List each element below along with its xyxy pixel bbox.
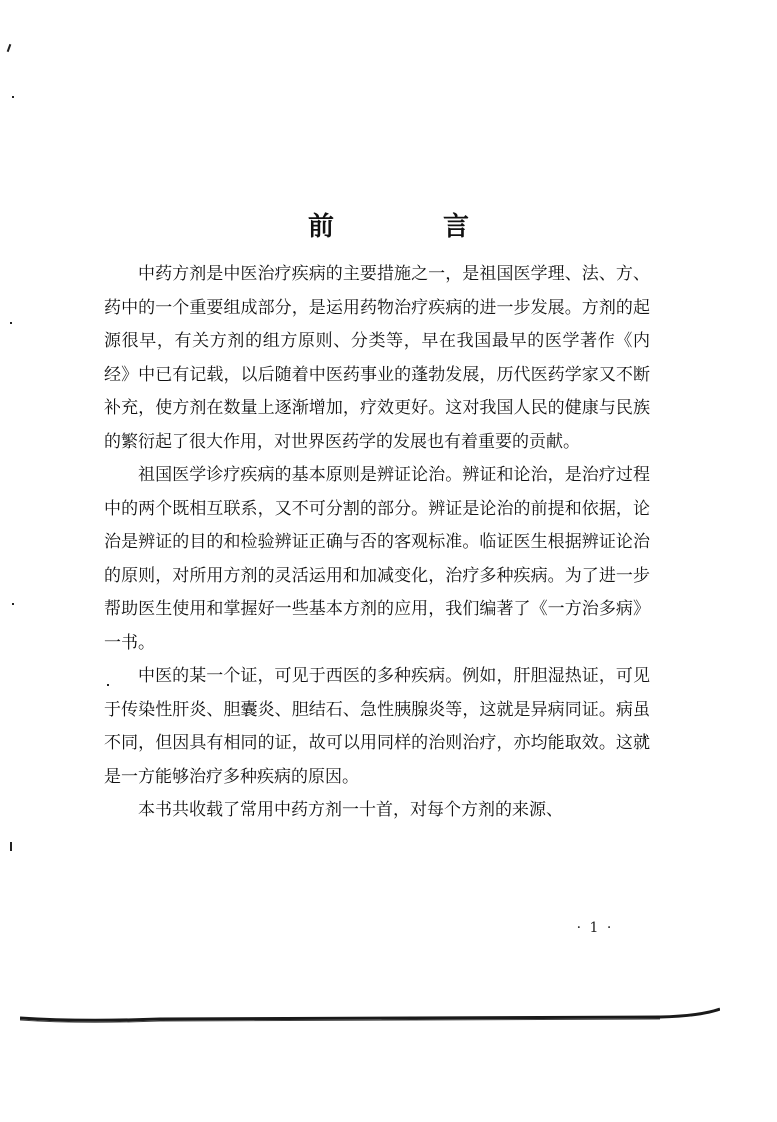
body-text bbox=[104, 258, 650, 828]
paragraph-1: 中药方剂是中医治疗疾病的主要措施之一，是祖国医学理、法、方、药中的一个重要组成部分，是运用药物治疗疾病的进一步发展。方剂的起源很早，有关方剂的组方原则、分类等，早在我国最早的医学著作《内经》中已有记载，以后随着中医药事业的蓬勃发展，历代医药学家又不断补充，使方剂在数量上逐渐增加，疗效更好。这对我国人民的健康与民族的繁衍起了很大作用，对世界医药学的发展也有着重要的贡献。 bbox=[104, 264, 650, 452]
paragraph-4: 本书共收载了常用中药方剂一十首，对每个方剂的来源、 bbox=[138, 800, 563, 820]
page-number: · 1 · bbox=[576, 920, 614, 936]
scan-speck bbox=[12, 96, 14, 98]
scan-speck bbox=[7, 44, 12, 52]
paragraph-2: 祖国医学诊疗疾病的基本原则是辨证论治。辨证和论治，是治疗过程中的两个既相互联系，又不可分割的部分。辨证是论治的前提和依据，论治是辨证的目的和检验辨证正确与否的客观标准。临证医生根据辨证论治的原则，对所用方剂的灵活运用和加减变化，治疗多种疾病。为了进一步帮助医生使用和掌握好一些基本方剂的应用，我们编著了《一方治多病》一书。 bbox=[104, 465, 650, 653]
scan-speck bbox=[10, 322, 12, 324]
scan-speck bbox=[10, 842, 12, 851]
page-edge-line bbox=[20, 1004, 720, 1028]
page-title: 前 言 bbox=[307, 212, 520, 242]
scan-speck bbox=[12, 603, 14, 605]
paragraph-3: 中医的某一个证，可见于西医的多种疾病。例如，肝胆湿热证，可见于传染性肝炎、胆囊炎、胆结石、急性胰腺炎等，这就是异病同证。病虽不同，但因具有相同的证，故可以用同样的治则治疗，亦均能取效。这就是一方能够治疗多种疾病的原因。 bbox=[104, 666, 650, 787]
